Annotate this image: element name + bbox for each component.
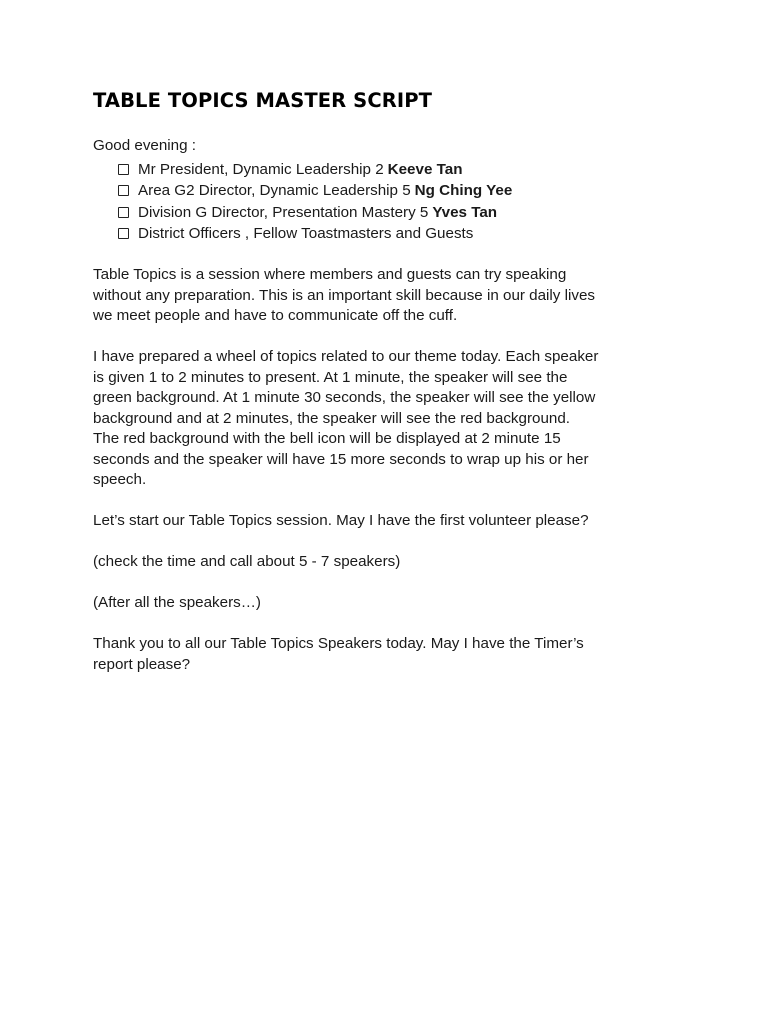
timing-line: speech.	[93, 471, 147, 488]
checklist-item	[118, 223, 683, 245]
addressee-checklist	[93, 159, 683, 245]
addressee-role: Division G Director, Presentation Mastery 5	[138, 203, 429, 221]
addressee-role: Area G2 Director, Dynamic Leadership 5	[138, 182, 411, 199]
checklist-item	[118, 202, 683, 224]
checklist-item	[118, 180, 683, 202]
addressee-name: Ng Ching Yee	[414, 182, 513, 199]
closing-line: report please?	[93, 655, 191, 673]
timing-line: is given 1 to 2 minutes to present. At 1 minute, the speaker will see the	[93, 368, 568, 386]
addressee-name: Yves Tan	[432, 203, 498, 221]
intro-line: Table Topics is a session where members and guests can try speaking	[93, 266, 567, 283]
checkbox-icon	[118, 185, 129, 196]
timing-line: seconds and the speaker will have 15 more seconds to wrap up his or her	[93, 450, 589, 468]
addressee-name: Keeve Tan	[387, 160, 463, 178]
timing-line: I have prepared a wheel of topics related to our theme today. Each speaker	[93, 348, 599, 365]
time-note: (check the time and call about 5 - 7 speakers)	[93, 553, 401, 570]
addressee-role: Mr President, Dynamic Leadership 2	[138, 160, 384, 178]
intro-paragraph	[93, 265, 683, 327]
document-title: TABLE TOPICS MASTER SCRIPT	[93, 89, 432, 112]
timing-paragraph	[93, 347, 683, 491]
intro-line: we meet people and have to communicate off the cuff.	[93, 307, 458, 324]
after-speakers-note: (After all the speakers…)	[93, 594, 261, 611]
addressee-role: District Officers , Fellow Toastmasters and Guests	[138, 225, 474, 242]
timing-line: background and at 2 minutes, the speaker will see the red background.	[93, 409, 571, 427]
timing-line: green background. At 1 minute 30 seconds, the speaker will see the yellow	[93, 389, 596, 406]
document-page	[93, 88, 683, 675]
intro-line: without any preparation. This is an important skill because in our daily lives	[93, 286, 596, 304]
checkbox-icon	[118, 228, 129, 239]
greeting: Good evening :	[93, 137, 197, 154]
checkbox-icon	[118, 164, 129, 175]
start-paragraph: Let’s start our Table Topics session. May I have the first volunteer please?	[93, 512, 589, 529]
checkbox-icon	[118, 207, 129, 218]
closing-paragraph	[93, 634, 683, 675]
timing-line: The red background with the bell icon will be displayed at 2 minute 15	[93, 430, 561, 447]
closing-line: Thank you to all our Table Topics Speakers today. May I have the Timer’s	[93, 635, 584, 652]
checklist-item	[118, 159, 683, 181]
